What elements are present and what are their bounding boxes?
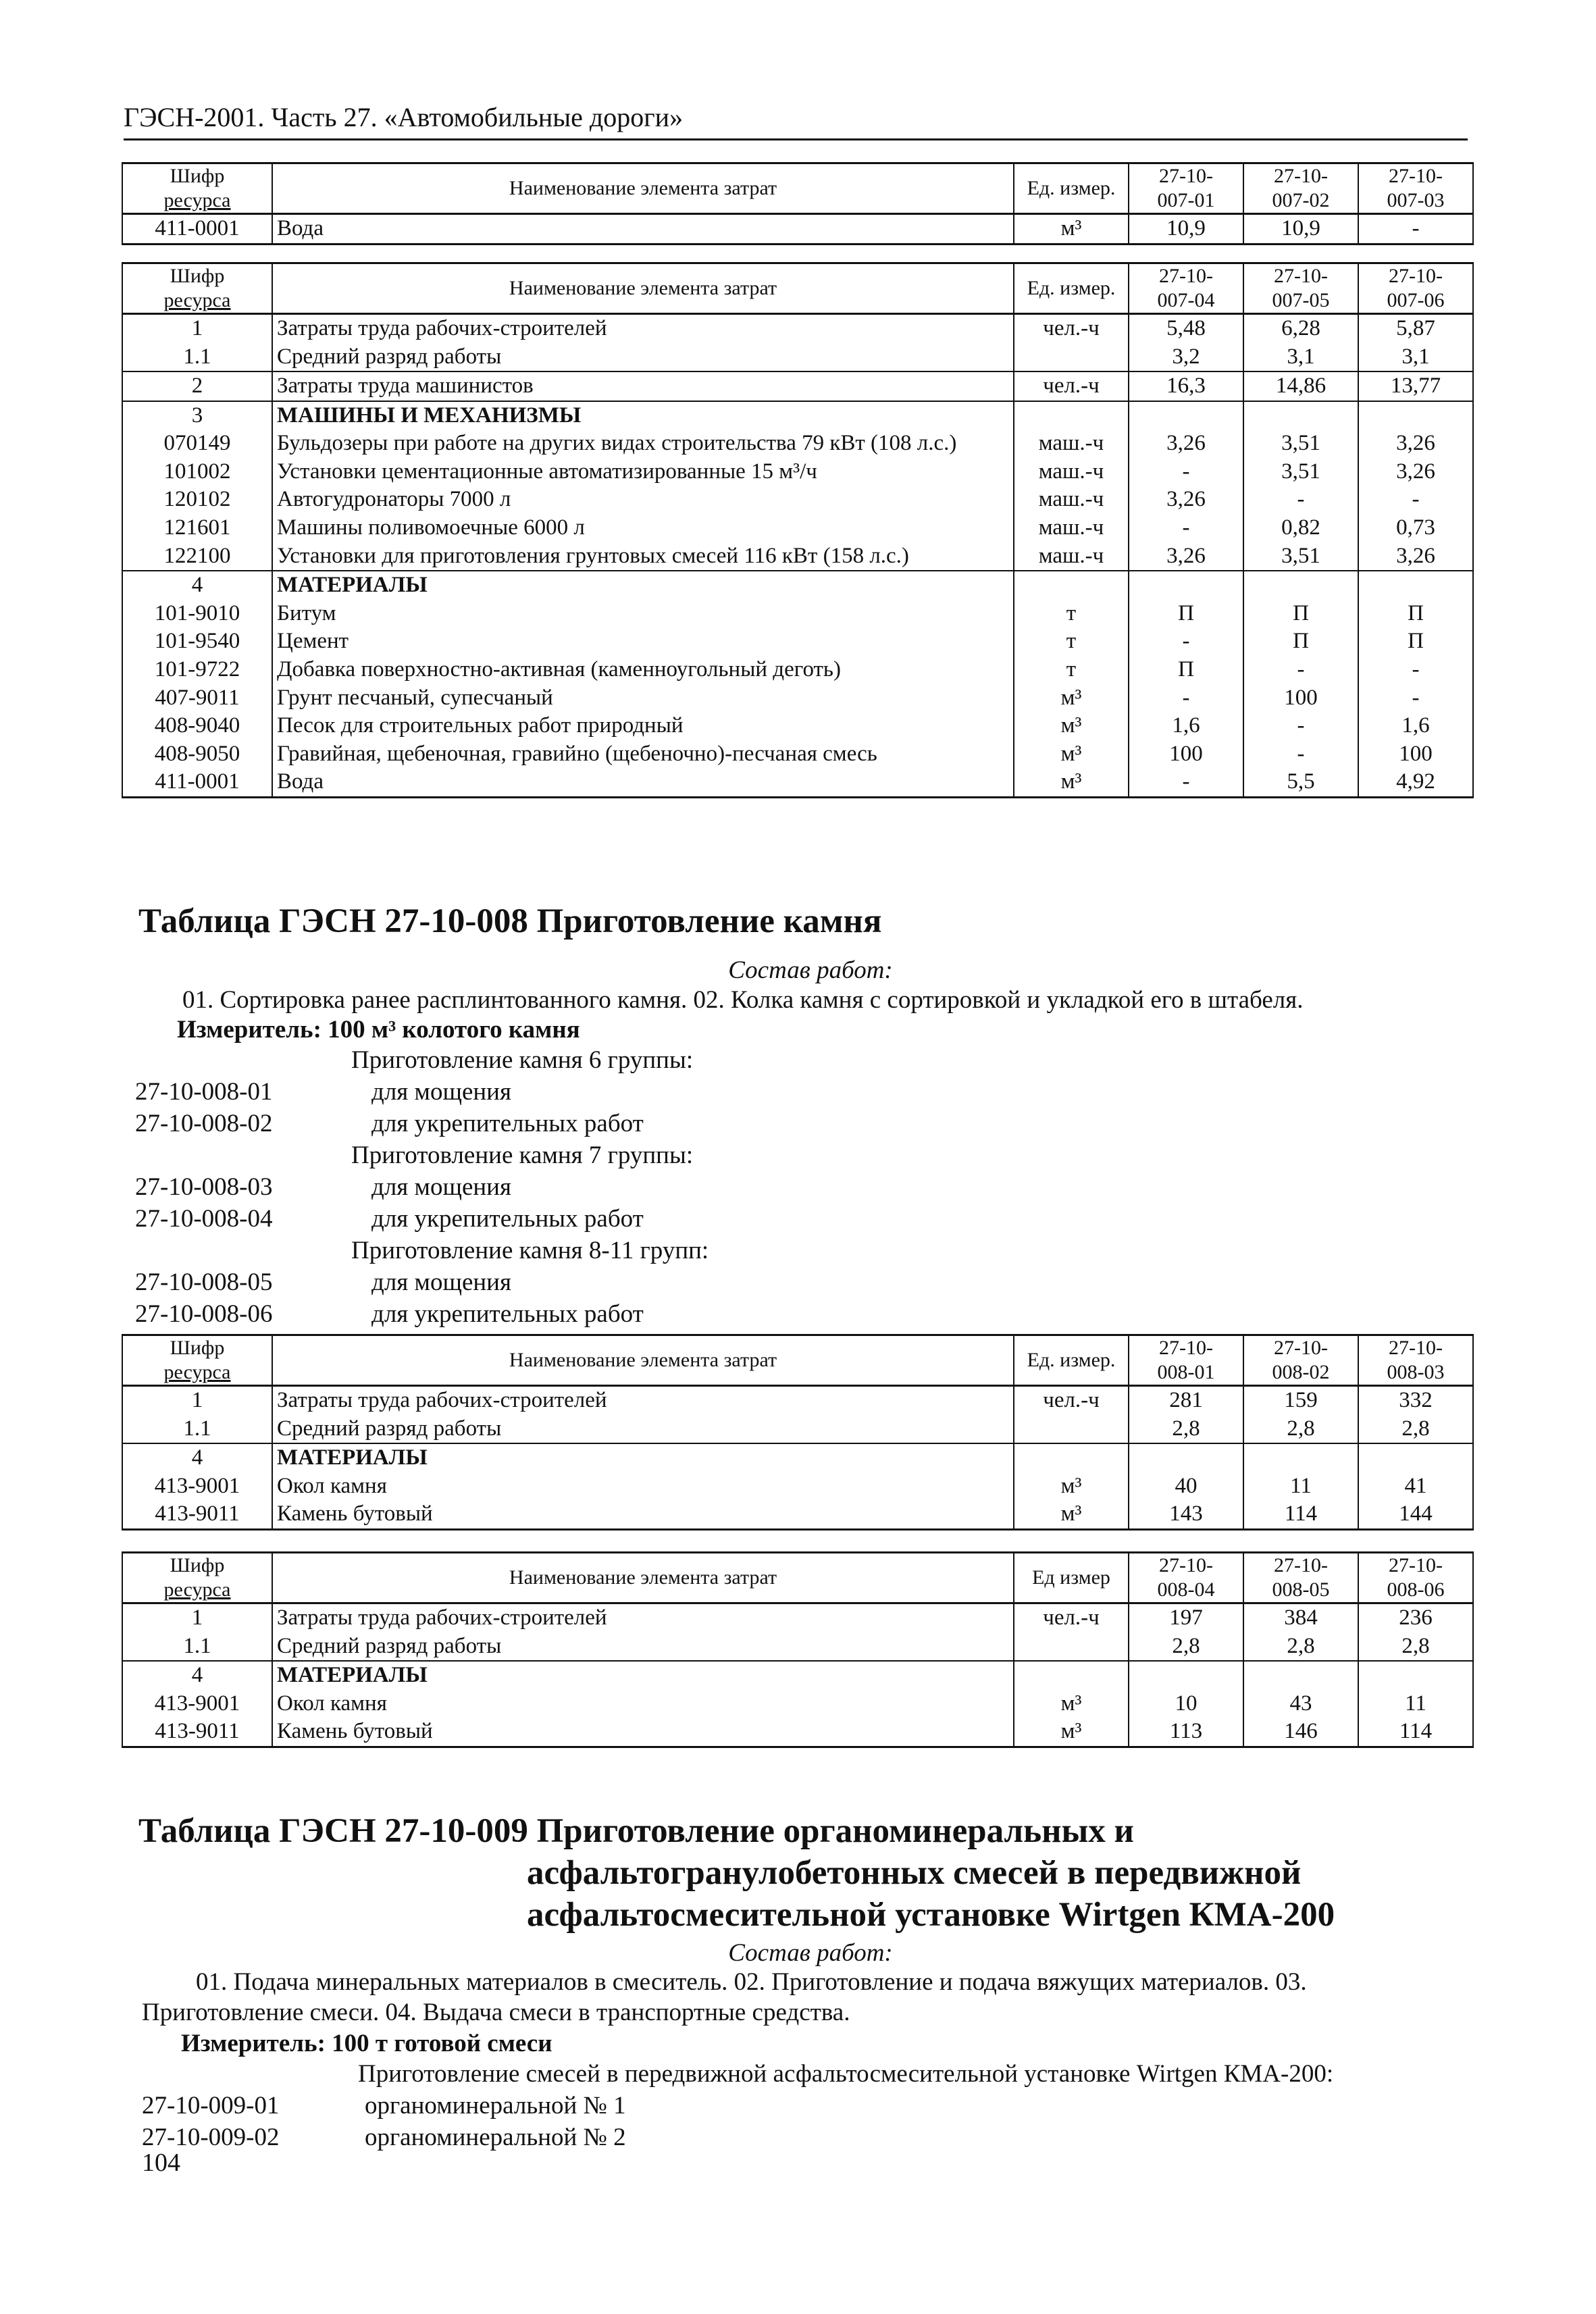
list-item: [135, 1203, 709, 1235]
variant-code: 27-10-008-05: [135, 1268, 273, 1296]
value-cell: 281: [1129, 1386, 1243, 1415]
value-cell: 384: [1243, 1603, 1358, 1632]
resource-code: 070149: [122, 430, 272, 458]
value-cell: 40: [1129, 1472, 1243, 1501]
value-cell: [1129, 571, 1243, 600]
value-cell: 2,8: [1243, 1415, 1358, 1444]
variant-list-009: [142, 2058, 1333, 2153]
resource-name: Установки для приготовления грунтовых смесей 116 кВт (158 л.с.): [272, 542, 1014, 571]
page-number: 104: [142, 2149, 180, 2177]
value-cell: П: [1129, 600, 1243, 628]
variant-code: 27-10-008-02: [135, 1110, 273, 1137]
value-cell: -: [1358, 214, 1473, 245]
variant-code: 27-10-009-02: [142, 2124, 280, 2151]
col-variant-header: 27-10- 007-05: [1243, 263, 1358, 314]
value-cell: -: [1358, 656, 1473, 684]
resource-unit: м³: [1014, 740, 1129, 769]
value-cell: П: [1243, 600, 1358, 628]
col-name-header: Наименование элемента затрат: [272, 163, 1014, 214]
value-cell: 332: [1358, 1386, 1473, 1415]
resource-name: Окол камня: [272, 1472, 1014, 1501]
variant-code: 27-10-008-03: [135, 1173, 273, 1201]
resource-name: Затраты труда рабочих-строителей: [272, 1603, 1014, 1632]
col-name-header: Наименование элемента затрат: [272, 263, 1014, 314]
value-cell: 2,8: [1358, 1415, 1473, 1444]
col-variant-header: 27-10- 008-05: [1243, 1553, 1358, 1603]
value-cell: [1358, 401, 1473, 430]
value-cell: 41: [1358, 1472, 1473, 1501]
resource-code: 3: [122, 401, 272, 430]
value-cell: 100: [1129, 740, 1243, 769]
col-variant-header: 27-10- 007-04: [1129, 263, 1243, 314]
resource-name: Средний разряд работы: [272, 1415, 1014, 1444]
list-item: [135, 1076, 709, 1108]
variant-list-008: [135, 1044, 709, 1330]
table-row: [122, 684, 1473, 713]
value-cell: 5,48: [1129, 314, 1243, 343]
resource-unit: м³: [1014, 768, 1129, 797]
value-cell: 2,8: [1358, 1632, 1473, 1662]
table-row: [122, 542, 1473, 571]
value-cell: 3,26: [1129, 542, 1243, 571]
resource-name: Добавка поверхностно-активная (каменноугольный деготь): [272, 656, 1014, 684]
col-variant-header: 27-10- 007-01: [1129, 163, 1243, 214]
resource-unit: чел.-ч: [1014, 314, 1129, 343]
table-row: [122, 1386, 1473, 1415]
value-cell: 3,1: [1243, 343, 1358, 372]
value-cell: 236: [1358, 1603, 1473, 1632]
table-row: [122, 214, 1473, 245]
meter-text: Измеритель: 100 м³ колотого камня: [177, 1016, 580, 1044]
composition-text-line-2: Приготовление смеси. 04. Выдача смеси в транспортные средства.: [142, 1999, 850, 2026]
resource-unit: маш.-ч: [1014, 514, 1129, 542]
value-cell: 144: [1358, 1500, 1473, 1529]
col-variant-header: 27-10- 007-03: [1358, 163, 1473, 214]
resource-code: 408-9040: [122, 712, 272, 740]
table-009-title-line-1: Таблица ГЭСН 27-10-009 Приготовление органоминеральных и: [138, 1812, 1134, 1850]
table-row: [122, 1603, 1473, 1632]
table-row: [122, 1472, 1473, 1501]
resource-unit: м³: [1014, 712, 1129, 740]
resource-code: 101002: [122, 458, 272, 486]
value-cell: 3,26: [1358, 458, 1473, 486]
value-cell: 3,26: [1358, 430, 1473, 458]
section-heading: МАТЕРИАЛЫ: [272, 571, 1014, 600]
variant-label: для мощения: [371, 1078, 512, 1106]
value-cell: 4,92: [1358, 768, 1473, 797]
table-row: [122, 1500, 1473, 1529]
table-header-row: [122, 1553, 1473, 1603]
resource-code: 122100: [122, 542, 272, 571]
resource-code: 411-0001: [122, 768, 272, 797]
variant-label: для мощения: [371, 1173, 512, 1201]
value-cell: 0,82: [1243, 514, 1358, 542]
composition-label: Состав работ:: [728, 1939, 893, 1967]
resource-name: Грунт песчаный, супесчаный: [272, 684, 1014, 713]
resource-table-007-01-03: [122, 162, 1474, 245]
value-cell: 146: [1243, 1718, 1358, 1747]
value-cell: -: [1129, 627, 1243, 656]
value-cell: 11: [1358, 1690, 1473, 1718]
value-cell: -: [1358, 486, 1473, 514]
value-cell: 43: [1243, 1690, 1358, 1718]
table-row: [122, 458, 1473, 486]
running-header: ГЭСН-2001. Часть 27. «Автомобильные дороги»: [124, 101, 1468, 140]
value-cell: 3,51: [1243, 430, 1358, 458]
resource-unit: м³: [1014, 1718, 1129, 1747]
group-heading: Приготовление смесей в передвижной асфальтосмесительной установке Wirtgen КМА-200:: [358, 2060, 1334, 2088]
col-variant-header: 27-10- 008-03: [1358, 1335, 1473, 1386]
value-cell: [1358, 571, 1473, 600]
value-cell: 13,77: [1358, 371, 1473, 401]
value-cell: 10,9: [1243, 214, 1358, 245]
resource-name: Бульдозеры при работе на других видах строительства 79 кВт (108 л.с.): [272, 430, 1014, 458]
value-cell: П: [1129, 656, 1243, 684]
composition-label: Состав работ:: [728, 956, 893, 984]
value-cell: 2,8: [1243, 1632, 1358, 1662]
resource-code: 1.1: [122, 1415, 272, 1444]
resource-unit: [1014, 401, 1129, 430]
resource-code: 407-9011: [122, 684, 272, 713]
value-cell: -: [1358, 684, 1473, 713]
value-cell: П: [1243, 627, 1358, 656]
value-cell: 1,6: [1358, 712, 1473, 740]
value-cell: 14,86: [1243, 371, 1358, 401]
resource-unit: т: [1014, 656, 1129, 684]
resource-code: 121601: [122, 514, 272, 542]
resource-name: Гравийная, щебеночная, гравийно (щебеночно)-песчаная смесь: [272, 740, 1014, 769]
col-unit-header: Ед. измер.: [1014, 263, 1129, 314]
value-cell: 3,1: [1358, 343, 1473, 372]
section-heading: МАТЕРИАЛЫ: [272, 1443, 1014, 1472]
value-cell: 1,6: [1129, 712, 1243, 740]
value-cell: 3,26: [1129, 486, 1243, 514]
resource-unit: [1014, 571, 1129, 600]
resource-unit: чел.-ч: [1014, 1386, 1129, 1415]
resource-code: 120102: [122, 486, 272, 514]
resource-unit: [1014, 1661, 1129, 1690]
resource-code: 4: [122, 1443, 272, 1472]
resource-name: Установки цементационные автоматизированные 15 м³/ч: [272, 458, 1014, 486]
composition-text: 01. Сортировка ранее расплинтованного камня. 02. Колка камня с сортировкой и укладкой его в штабеля.: [182, 986, 1304, 1014]
resource-code: 4: [122, 1661, 272, 1690]
variant-label: органоминеральной № 2: [365, 2124, 626, 2151]
resource-code: 1: [122, 1386, 272, 1415]
resource-unit: чел.-ч: [1014, 371, 1129, 401]
resource-name: Битум: [272, 600, 1014, 628]
resource-unit: т: [1014, 600, 1129, 628]
resource-name: Вода: [272, 214, 1014, 245]
resource-code: 413-9001: [122, 1472, 272, 1501]
col-code-header: Шифр ресурса: [122, 163, 272, 214]
value-cell: [1129, 1443, 1243, 1472]
table-row: [122, 712, 1473, 740]
resource-name: Средний разряд работы: [272, 1632, 1014, 1662]
resource-code: 413-9001: [122, 1690, 272, 1718]
resource-code: 1.1: [122, 1632, 272, 1662]
value-cell: 11: [1243, 1472, 1358, 1501]
value-cell: -: [1129, 768, 1243, 797]
value-cell: -: [1243, 486, 1358, 514]
resource-table-008-01-03: [122, 1334, 1474, 1531]
table-row: [122, 1718, 1473, 1747]
value-cell: 16,3: [1129, 371, 1243, 401]
list-item: [135, 1171, 709, 1203]
table-row: [122, 1632, 1473, 1662]
resource-name: Цемент: [272, 627, 1014, 656]
value-cell: 114: [1243, 1500, 1358, 1529]
value-cell: 3,26: [1129, 430, 1243, 458]
table-header-row: [122, 263, 1473, 314]
value-cell: -: [1243, 740, 1358, 769]
table-row: [122, 343, 1473, 372]
variant-code: 27-10-009-01: [142, 2092, 280, 2119]
value-cell: 2,8: [1129, 1415, 1243, 1444]
table-row: [122, 740, 1473, 769]
col-variant-header: 27-10- 008-02: [1243, 1335, 1358, 1386]
meter-text: Измеритель: 100 т готовой смеси: [181, 2030, 552, 2057]
table-row: [122, 486, 1473, 514]
resource-unit: маш.-ч: [1014, 486, 1129, 514]
value-cell: -: [1129, 684, 1243, 713]
col-variant-header: 27-10- 007-06: [1358, 263, 1473, 314]
composition-text-line-1: 01. Подача минеральных материалов в смеситель. 02. Приготовление и подача вяжущих материалов. 03.: [196, 1968, 1307, 1996]
col-variant-header: 27-10- 008-01: [1129, 1335, 1243, 1386]
value-cell: 6,28: [1243, 314, 1358, 343]
table-header-row: [122, 163, 1473, 214]
col-unit-header: Ед. измер.: [1014, 163, 1129, 214]
value-cell: 159: [1243, 1386, 1358, 1415]
table-row: [122, 401, 1473, 430]
value-cell: 3,51: [1243, 458, 1358, 486]
table-header-row: [122, 1335, 1473, 1386]
resource-code: 413-9011: [122, 1500, 272, 1529]
value-cell: 0,73: [1358, 514, 1473, 542]
resource-unit: м³: [1014, 1690, 1129, 1718]
variant-label: для укрепительных работ: [371, 1110, 644, 1137]
resource-code: 1: [122, 314, 272, 343]
col-name-header: Наименование элемента затрат: [272, 1335, 1014, 1386]
resource-unit: м³: [1014, 1500, 1129, 1529]
value-cell: 5,5: [1243, 768, 1358, 797]
table-row: [122, 430, 1473, 458]
value-cell: П: [1358, 600, 1473, 628]
variant-label: органоминеральной № 1: [365, 2092, 626, 2119]
value-cell: 3,51: [1243, 542, 1358, 571]
group-heading: Приготовление камня 7 группы:: [351, 1141, 694, 1169]
resource-unit: [1014, 343, 1129, 372]
value-cell: [1243, 1443, 1358, 1472]
value-cell: 3,26: [1358, 542, 1473, 571]
resource-code: 4: [122, 571, 272, 600]
value-cell: [1358, 1661, 1473, 1690]
resource-unit: м³: [1014, 1472, 1129, 1501]
col-variant-header: 27-10- 008-04: [1129, 1553, 1243, 1603]
value-cell: -: [1129, 458, 1243, 486]
resource-name: Средний разряд работы: [272, 343, 1014, 372]
resource-name: Автогудронаторы 7000 л: [272, 486, 1014, 514]
resource-table-007-04-06: [122, 262, 1474, 798]
resource-code: 1.1: [122, 343, 272, 372]
resource-code: 1: [122, 1603, 272, 1632]
table-009-title-line-2: асфальтогранулобетонных смесей в передвижной: [527, 1854, 1302, 1892]
resource-name: Вода: [272, 768, 1014, 797]
value-cell: 113: [1129, 1718, 1243, 1747]
list-item: [135, 1266, 709, 1298]
resource-code: 411-0001: [122, 214, 272, 245]
resource-unit: чел.-ч: [1014, 1603, 1129, 1632]
value-cell: П: [1358, 627, 1473, 656]
value-cell: [1129, 401, 1243, 430]
variant-label: для укрепительных работ: [371, 1300, 644, 1328]
col-code-header: Шифр ресурса: [122, 263, 272, 314]
resource-unit: м³: [1014, 214, 1129, 245]
value-cell: 3,2: [1129, 343, 1243, 372]
value-cell: 143: [1129, 1500, 1243, 1529]
variant-label: для укрепительных работ: [371, 1205, 644, 1233]
resource-table-008-04-06: [122, 1551, 1474, 1748]
value-cell: [1358, 1443, 1473, 1472]
resource-code: 413-9011: [122, 1718, 272, 1747]
table-row: [122, 371, 1473, 401]
list-item: [142, 2122, 1333, 2153]
variant-label: для мощения: [371, 1268, 512, 1296]
resource-code: 408-9050: [122, 740, 272, 769]
col-unit-header: Ед. измер.: [1014, 1335, 1129, 1386]
value-cell: 10,9: [1129, 214, 1243, 245]
resource-name: Песок для строительных работ природный: [272, 712, 1014, 740]
resource-code: 2: [122, 371, 272, 401]
table-row: [122, 1415, 1473, 1444]
resource-code: 101-9722: [122, 656, 272, 684]
value-cell: -: [1243, 712, 1358, 740]
section-heading: МАШИНЫ И МЕХАНИЗМЫ: [272, 401, 1014, 430]
group-heading: Приготовление камня 8-11 групп:: [351, 1237, 709, 1264]
resource-unit: [1014, 1443, 1129, 1472]
resource-name: Камень бутовый: [272, 1500, 1014, 1529]
resource-name: Затраты труда рабочих-строителей: [272, 314, 1014, 343]
table-row: [122, 627, 1473, 656]
variant-code: 27-10-008-06: [135, 1300, 273, 1328]
resource-unit: маш.-ч: [1014, 458, 1129, 486]
table-row: [122, 656, 1473, 684]
value-cell: 100: [1243, 684, 1358, 713]
value-cell: [1243, 1661, 1358, 1690]
value-cell: -: [1243, 656, 1358, 684]
section-heading: МАТЕРИАЛЫ: [272, 1661, 1014, 1690]
resource-name: Окол камня: [272, 1690, 1014, 1718]
resource-unit: [1014, 1415, 1129, 1444]
resource-unit: т: [1014, 627, 1129, 656]
resource-unit: маш.-ч: [1014, 542, 1129, 571]
resource-code: 101-9010: [122, 600, 272, 628]
resource-code: 101-9540: [122, 627, 272, 656]
resource-name: Машины поливомоечные 6000 л: [272, 514, 1014, 542]
group-heading: Приготовление камня 6 группы:: [351, 1046, 694, 1074]
table-008-title: Таблица ГЭСН 27-10-008 Приготовление камня: [138, 902, 882, 940]
list-item: [135, 1108, 709, 1139]
value-cell: 114: [1358, 1718, 1473, 1747]
value-cell: 197: [1129, 1603, 1243, 1632]
col-unit-header: Ед измер: [1014, 1553, 1129, 1603]
list-item: [135, 1298, 709, 1330]
resource-name: Камень бутовый: [272, 1718, 1014, 1747]
value-cell: 10: [1129, 1690, 1243, 1718]
table-row: [122, 571, 1473, 600]
resource-unit: маш.-ч: [1014, 430, 1129, 458]
table-row: [122, 1690, 1473, 1718]
table-row: [122, 1443, 1473, 1472]
value-cell: [1243, 401, 1358, 430]
table-row: [122, 514, 1473, 542]
col-code-header: Шифр ресурса: [122, 1335, 272, 1386]
value-cell: 2,8: [1129, 1632, 1243, 1662]
table-row: [122, 600, 1473, 628]
value-cell: [1243, 571, 1358, 600]
variant-code: 27-10-008-01: [135, 1078, 273, 1106]
col-code-header: Шифр ресурса: [122, 1553, 272, 1603]
col-variant-header: 27-10- 008-06: [1358, 1553, 1473, 1603]
list-item: [142, 2090, 1333, 2122]
resource-name: Затраты труда рабочих-строителей: [272, 1386, 1014, 1415]
value-cell: 100: [1358, 740, 1473, 769]
resource-unit: [1014, 1632, 1129, 1662]
value-cell: [1129, 1661, 1243, 1690]
table-row: [122, 768, 1473, 797]
table-row: [122, 1661, 1473, 1690]
col-name-header: Наименование элемента затрат: [272, 1553, 1014, 1603]
resource-unit: м³: [1014, 684, 1129, 713]
table-009-title-line-3: асфальтосмесительной установке Wirtgen КМА-200: [527, 1896, 1335, 1934]
table-row: [122, 314, 1473, 343]
variant-code: 27-10-008-04: [135, 1205, 273, 1233]
value-cell: -: [1129, 514, 1243, 542]
value-cell: 5,87: [1358, 314, 1473, 343]
resource-name: Затраты труда машинистов: [272, 371, 1014, 401]
col-variant-header: 27-10- 007-02: [1243, 163, 1358, 214]
